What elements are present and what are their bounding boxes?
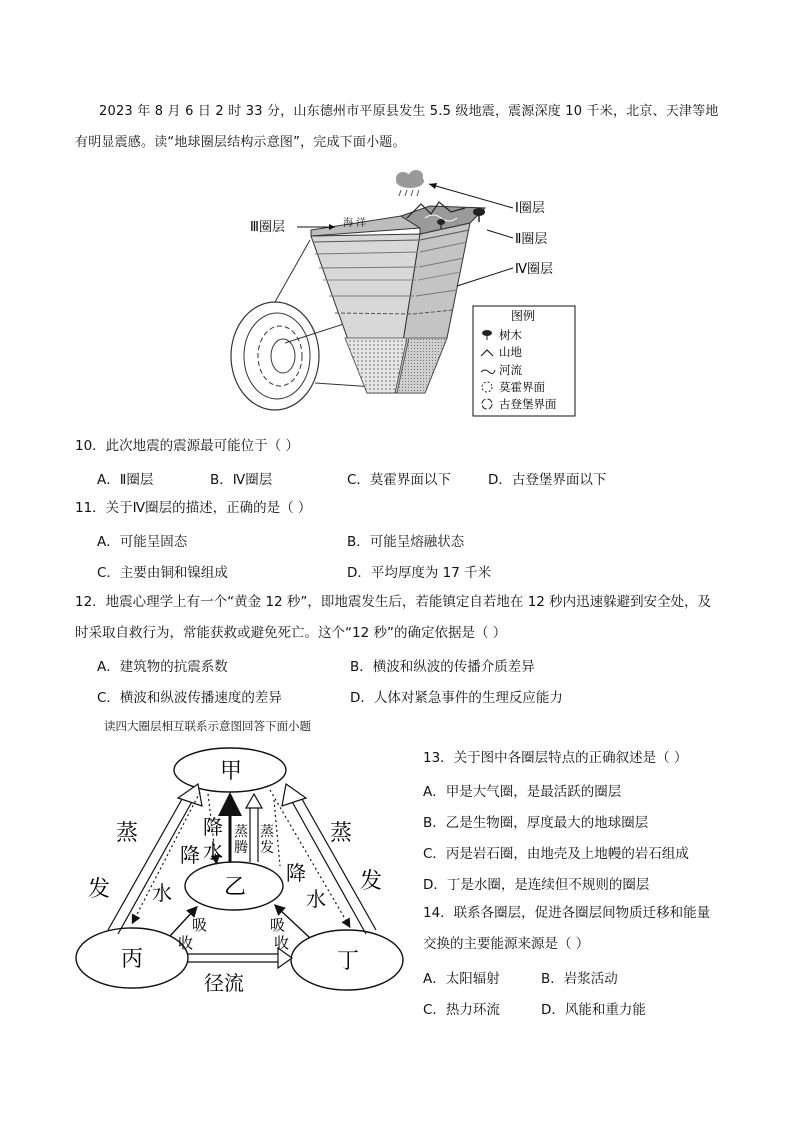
jiang-right-label: 降 (286, 861, 306, 885)
q14-option-c[interactable]: C．热力环流 (423, 1002, 500, 1018)
q11-option-c[interactable]: C．主要由铜和镍组成 (97, 565, 228, 581)
q12-stem-line-2: 时采取自救行为，常能获救或避免死亡。这个“12 秒”的确定依据是（ ） (75, 625, 507, 641)
shui-center-label: 水 (203, 839, 223, 863)
q10-stem: 10．此次地震的震源最可能位于（ ） (75, 438, 299, 454)
zheng-right-label: 蒸 (330, 821, 353, 846)
ding-label: 丁 (337, 949, 360, 974)
q13-stem: 13．关于图中各圈层特点的正确叙述是（ ） (423, 750, 688, 766)
q13-option-a[interactable]: A．甲是大气圈，是最活跃的圈层 (423, 784, 622, 800)
zhengfa-char-1: 蒸 (260, 824, 274, 840)
jiang-center-label: 降 (203, 815, 223, 839)
zhengteng-char-2: 腾 (234, 840, 248, 856)
four-spheres-diagram (74, 740, 408, 1002)
xishou-left-1: 吸 (192, 916, 208, 934)
layer-4-label: Ⅳ圈层 (515, 262, 553, 277)
q12-option-b[interactable]: B．横波和纵波的传播介质差异 (350, 659, 535, 675)
shui-left-label: 水 (152, 881, 172, 905)
q14-stem-line-1: 14．联系各圈层，促进各圈层间物质迁移和能量 (423, 905, 711, 921)
q11-option-d[interactable]: D．平均厚度为 17 千米 (347, 565, 492, 581)
q13-option-c[interactable]: C．丙是岩石圈，由地壳及上地幔的岩石组成 (423, 846, 689, 862)
intro-line-2: 有明显震感。读“地球圈层结构示意图”，完成下面小题。 (75, 135, 406, 150)
shui-right-label: 水 (306, 887, 326, 911)
legend-item-moho: 莫霍界面 (499, 380, 545, 394)
intro-line-1: 2023 年 8 月 6 日 2 时 33 分，山东德州市平原县发生 5.5 级地震，震源深度 10 千米，北京、天津等地 (99, 104, 719, 119)
rain-cloud-icon (396, 170, 424, 196)
zhengfa-char-2: 发 (260, 840, 274, 856)
q14-stem-line-2: 交换的主要能源来源是（ ） (423, 936, 590, 952)
ocean-label: 海 洋 (343, 218, 367, 229)
q10-option-d[interactable]: D．古登堡界面以下 (488, 472, 607, 488)
q11-option-a[interactable]: A．可能呈固态 (97, 534, 188, 550)
earth-structure-figure (225, 168, 585, 420)
legend (473, 306, 575, 416)
xishou-left-2: 收 (178, 934, 194, 952)
layer-3-label: Ⅲ圈层 (250, 220, 285, 235)
q14-option-d[interactable]: D．风能和重力能 (541, 1002, 646, 1018)
q10-option-a[interactable]: A．Ⅱ圈层 (97, 472, 154, 488)
legend-title: 图例 (511, 309, 536, 323)
jingliu-label: 径流 (204, 971, 244, 995)
layer-2-label: Ⅱ圈层 (515, 232, 548, 247)
q11-option-b[interactable]: B．可能呈熔融状态 (347, 534, 465, 550)
legend-item-mountain: 山地 (499, 345, 522, 359)
q12-option-c[interactable]: C．横波和纵波传播速度的差异 (97, 690, 282, 706)
q12-option-d[interactable]: D．人体对紧急事件的生理反应能力 (350, 690, 563, 706)
q13-option-d[interactable]: D．丁是水圈，是连续但不规则的圈层 (423, 877, 650, 893)
q13-option-b[interactable]: B．乙是生物圈，厚度最大的地球圈层 (423, 815, 649, 831)
section2-instruction: 读四大圈层相互联系示意图回答下面小题 (104, 719, 311, 733)
bing-label: 丙 (121, 947, 144, 972)
q10-option-c[interactable]: C．莫霍界面以下 (347, 472, 451, 488)
q12-option-a[interactable]: A．建筑物的抗震系数 (97, 659, 228, 675)
q10-option-b[interactable]: B．Ⅳ圈层 (210, 472, 273, 488)
legend-item-river: 河流 (499, 363, 522, 377)
xishou-right-1: 吸 (270, 916, 286, 934)
xishou-right-2: 收 (274, 934, 290, 952)
q14-option-b[interactable]: B．岩浆活动 (541, 971, 618, 987)
zhengteng-char-1: 蒸 (234, 824, 248, 840)
layer-1-label: Ⅰ圈层 (515, 201, 545, 216)
q14-option-a[interactable]: A．太阳辐射 (423, 971, 500, 987)
fa-left-label: 发 (88, 877, 111, 902)
globe-circle (231, 302, 319, 410)
legend-item-gutenberg: 古登堡界面 (499, 397, 557, 411)
q12-stem-line-1: 12．地震心理学上有一个“黄金 12 秒”，即地震发生后，若能镇定自若地在 12 秒内迅速躲避到安全处，及 (75, 594, 712, 610)
yi-label: 乙 (224, 875, 247, 900)
q11-stem: 11．关于Ⅳ圈层的描述，正确的是（ ） (75, 500, 312, 516)
jiang-left-label: 降 (180, 843, 200, 867)
fa-right-label: 发 (360, 869, 383, 894)
jia-label: 甲 (220, 759, 243, 784)
legend-item-tree: 树木 (499, 328, 522, 342)
zheng-left-label: 蒸 (116, 821, 139, 846)
